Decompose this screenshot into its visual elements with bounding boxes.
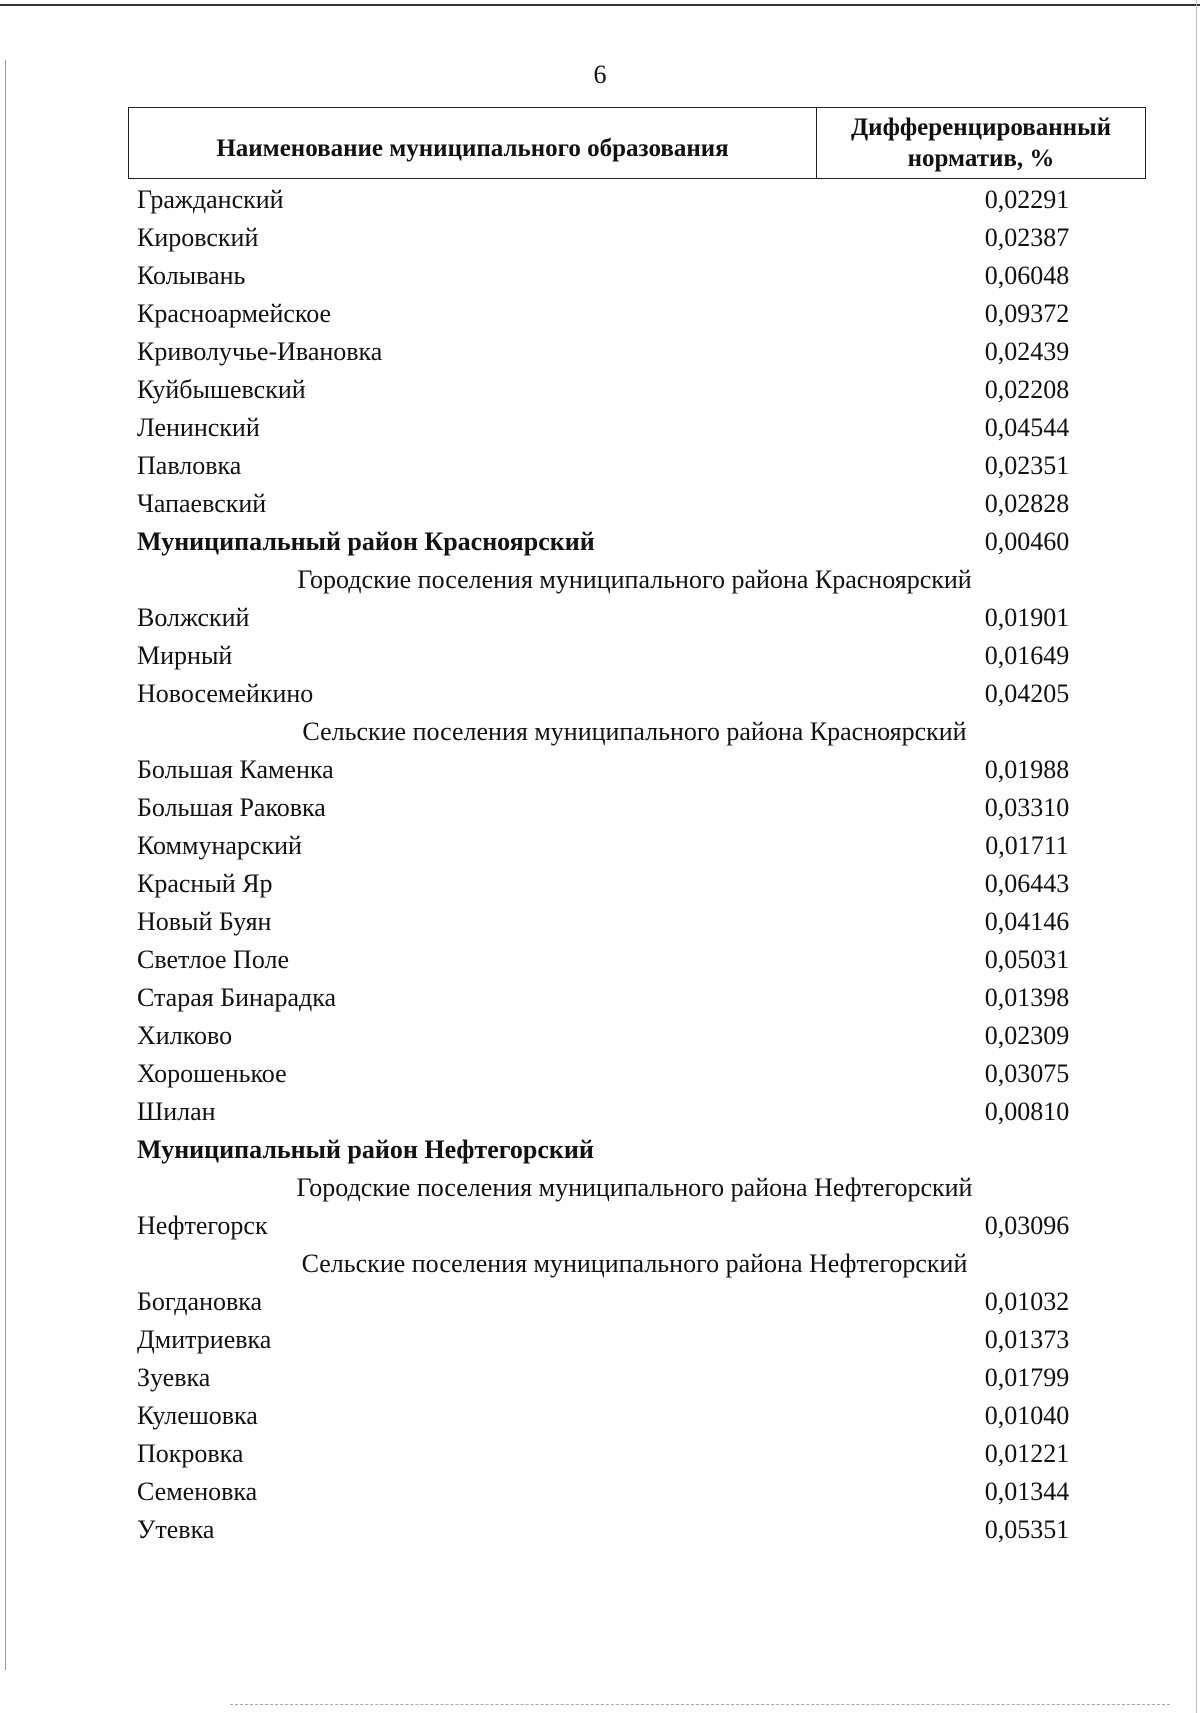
normative-value: 0,03096 <box>984 1211 1070 1240</box>
municipality-name: Коммунарский <box>137 831 302 860</box>
municipality-name: Колывань <box>137 261 246 290</box>
normative-value: 0,01649 <box>984 641 1070 670</box>
table-header <box>128 107 1146 179</box>
table-row <box>137 371 1137 409</box>
normative-value: 0,01032 <box>984 1287 1070 1316</box>
table-row <box>137 447 1137 485</box>
normative-value: 0,05031 <box>984 945 1070 974</box>
left-margin-line <box>5 60 6 1670</box>
normative-value: 0,04205 <box>984 679 1070 708</box>
normative-value: 0,05351 <box>984 1515 1070 1544</box>
table-row <box>137 181 1137 219</box>
table-body <box>137 181 1137 1549</box>
municipality-name: Шилан <box>137 1097 216 1126</box>
normative-value: 0,04146 <box>984 907 1070 936</box>
normative-value: 0,01901 <box>984 603 1070 632</box>
municipality-name: Криволучье-Ивановка <box>137 337 383 366</box>
municipality-name: Дмитриевка <box>137 1325 272 1354</box>
normative-value: 0,02291 <box>984 185 1070 214</box>
municipality-name: Павловка <box>137 451 242 480</box>
header-value-line1: Дифференцированный <box>850 114 1112 141</box>
municipality-name: Новосемейкино <box>137 679 314 708</box>
section-subheading-row <box>137 1245 1137 1283</box>
municipality-name: Куйбышевский <box>137 375 306 404</box>
normative-value: 0,01711 <box>985 831 1069 860</box>
normative-value: 0,06443 <box>984 869 1070 898</box>
table-row <box>137 1017 1137 1055</box>
municipality-name: Ленинский <box>137 413 260 442</box>
table-row <box>137 1473 1137 1511</box>
header-name-column: Наименование муниципального образования <box>129 108 817 178</box>
municipality-name: Мирный <box>137 641 233 670</box>
normative-value: 0,01398 <box>984 983 1070 1012</box>
section-subheading-row <box>137 561 1137 599</box>
normative-value: 0,03310 <box>984 793 1070 822</box>
normative-value: 0,01799 <box>984 1363 1070 1392</box>
normative-value: 0,02828 <box>984 489 1070 518</box>
table-row <box>137 1093 1137 1131</box>
municipality-name: Семеновка <box>137 1477 258 1506</box>
municipality-name: Волжский <box>137 603 250 632</box>
table-row <box>137 219 1137 257</box>
municipality-name: Муниципальный район Красноярский <box>137 527 595 556</box>
normative-value: 0,01040 <box>984 1401 1070 1430</box>
normative-value: 0,00460 <box>984 527 1070 556</box>
normative-value: 0,01988 <box>984 755 1070 784</box>
table-row <box>137 1511 1137 1549</box>
municipality-name: Светлое Поле <box>137 945 290 974</box>
table-row <box>137 941 1137 979</box>
table-row <box>137 1435 1137 1473</box>
district-row <box>137 523 1137 561</box>
table-row <box>137 409 1137 447</box>
municipality-name: Муниципальный район Нефтегорский <box>137 1135 594 1164</box>
normative-value: 0,02208 <box>984 375 1070 404</box>
municipality-name: Кулешовка <box>137 1401 258 1430</box>
section-subheading-row <box>137 713 1137 751</box>
table-row <box>137 789 1137 827</box>
normative-value: 0,02439 <box>984 337 1070 366</box>
table-row <box>137 865 1137 903</box>
normative-value: 0,00810 <box>984 1097 1070 1126</box>
section-subheading: Городские поселения муниципального района Нефтегорский <box>296 1173 973 1202</box>
municipality-name: Утевка <box>137 1515 215 1544</box>
table-row <box>137 1055 1137 1093</box>
table-row <box>137 675 1137 713</box>
municipality-name: Покровка <box>137 1439 244 1468</box>
municipality-name: Гражданский <box>137 185 284 214</box>
table-row <box>137 257 1137 295</box>
municipality-name: Зуевка <box>137 1363 211 1392</box>
normative-value: 0,02309 <box>984 1021 1070 1050</box>
municipality-name: Большая Каменка <box>137 755 334 784</box>
municipality-name: Красноармейское <box>137 299 332 328</box>
normative-value: 0,06048 <box>984 261 1070 290</box>
municipality-name: Хорошенькое <box>137 1059 287 1088</box>
normative-value: 0,01221 <box>984 1439 1070 1468</box>
right-margin-line <box>1196 0 1197 1713</box>
normative-value: 0,03075 <box>984 1059 1070 1088</box>
top-border-line <box>0 4 1200 6</box>
table-row <box>137 1207 1137 1245</box>
normative-value: 0,02351 <box>984 451 1070 480</box>
section-subheading-row <box>137 1169 1137 1207</box>
table-row <box>137 485 1137 523</box>
normative-value: 0,04544 <box>984 413 1070 442</box>
municipality-name: Богдановка <box>137 1287 263 1316</box>
section-subheading: Городские поселения муниципального района Красноярский <box>297 565 972 594</box>
header-value-column <box>817 108 1145 178</box>
table-row <box>137 979 1137 1017</box>
normative-value: 0,01344 <box>984 1477 1070 1506</box>
municipality-name: Кировский <box>137 223 259 252</box>
table-row <box>137 1397 1137 1435</box>
page-number: 6 <box>593 60 607 89</box>
table-row <box>137 599 1137 637</box>
district-row <box>137 1131 1137 1169</box>
table-row <box>137 903 1137 941</box>
table-row <box>137 1283 1137 1321</box>
municipality-name: Красный Яр <box>137 869 273 898</box>
municipality-name: Нефтегорск <box>137 1211 268 1240</box>
section-subheading: Сельские поселения муниципального района Нефтегорский <box>301 1249 968 1278</box>
municipality-name: Хилково <box>137 1021 233 1050</box>
bottom-scan-line <box>230 1704 1170 1705</box>
table-row <box>137 1359 1137 1397</box>
table-row <box>137 295 1137 333</box>
table-row <box>137 637 1137 675</box>
normative-value: 0,02387 <box>984 223 1070 252</box>
header-value-line2: норматив, % <box>907 145 1055 172</box>
section-subheading: Сельские поселения муниципального района Красноярский <box>302 717 967 746</box>
normative-value: 0,01373 <box>984 1325 1070 1354</box>
municipality-name: Чапаевский <box>137 489 267 518</box>
normative-value: 0,09372 <box>984 299 1070 328</box>
municipality-name: Новый Буян <box>137 907 272 936</box>
table-row <box>137 1321 1137 1359</box>
municipality-name: Старая Бинарадка <box>137 983 337 1012</box>
table-row <box>137 827 1137 865</box>
municipality-name: Большая Раковка <box>137 793 326 822</box>
table-row <box>137 333 1137 371</box>
table-row <box>137 751 1137 789</box>
